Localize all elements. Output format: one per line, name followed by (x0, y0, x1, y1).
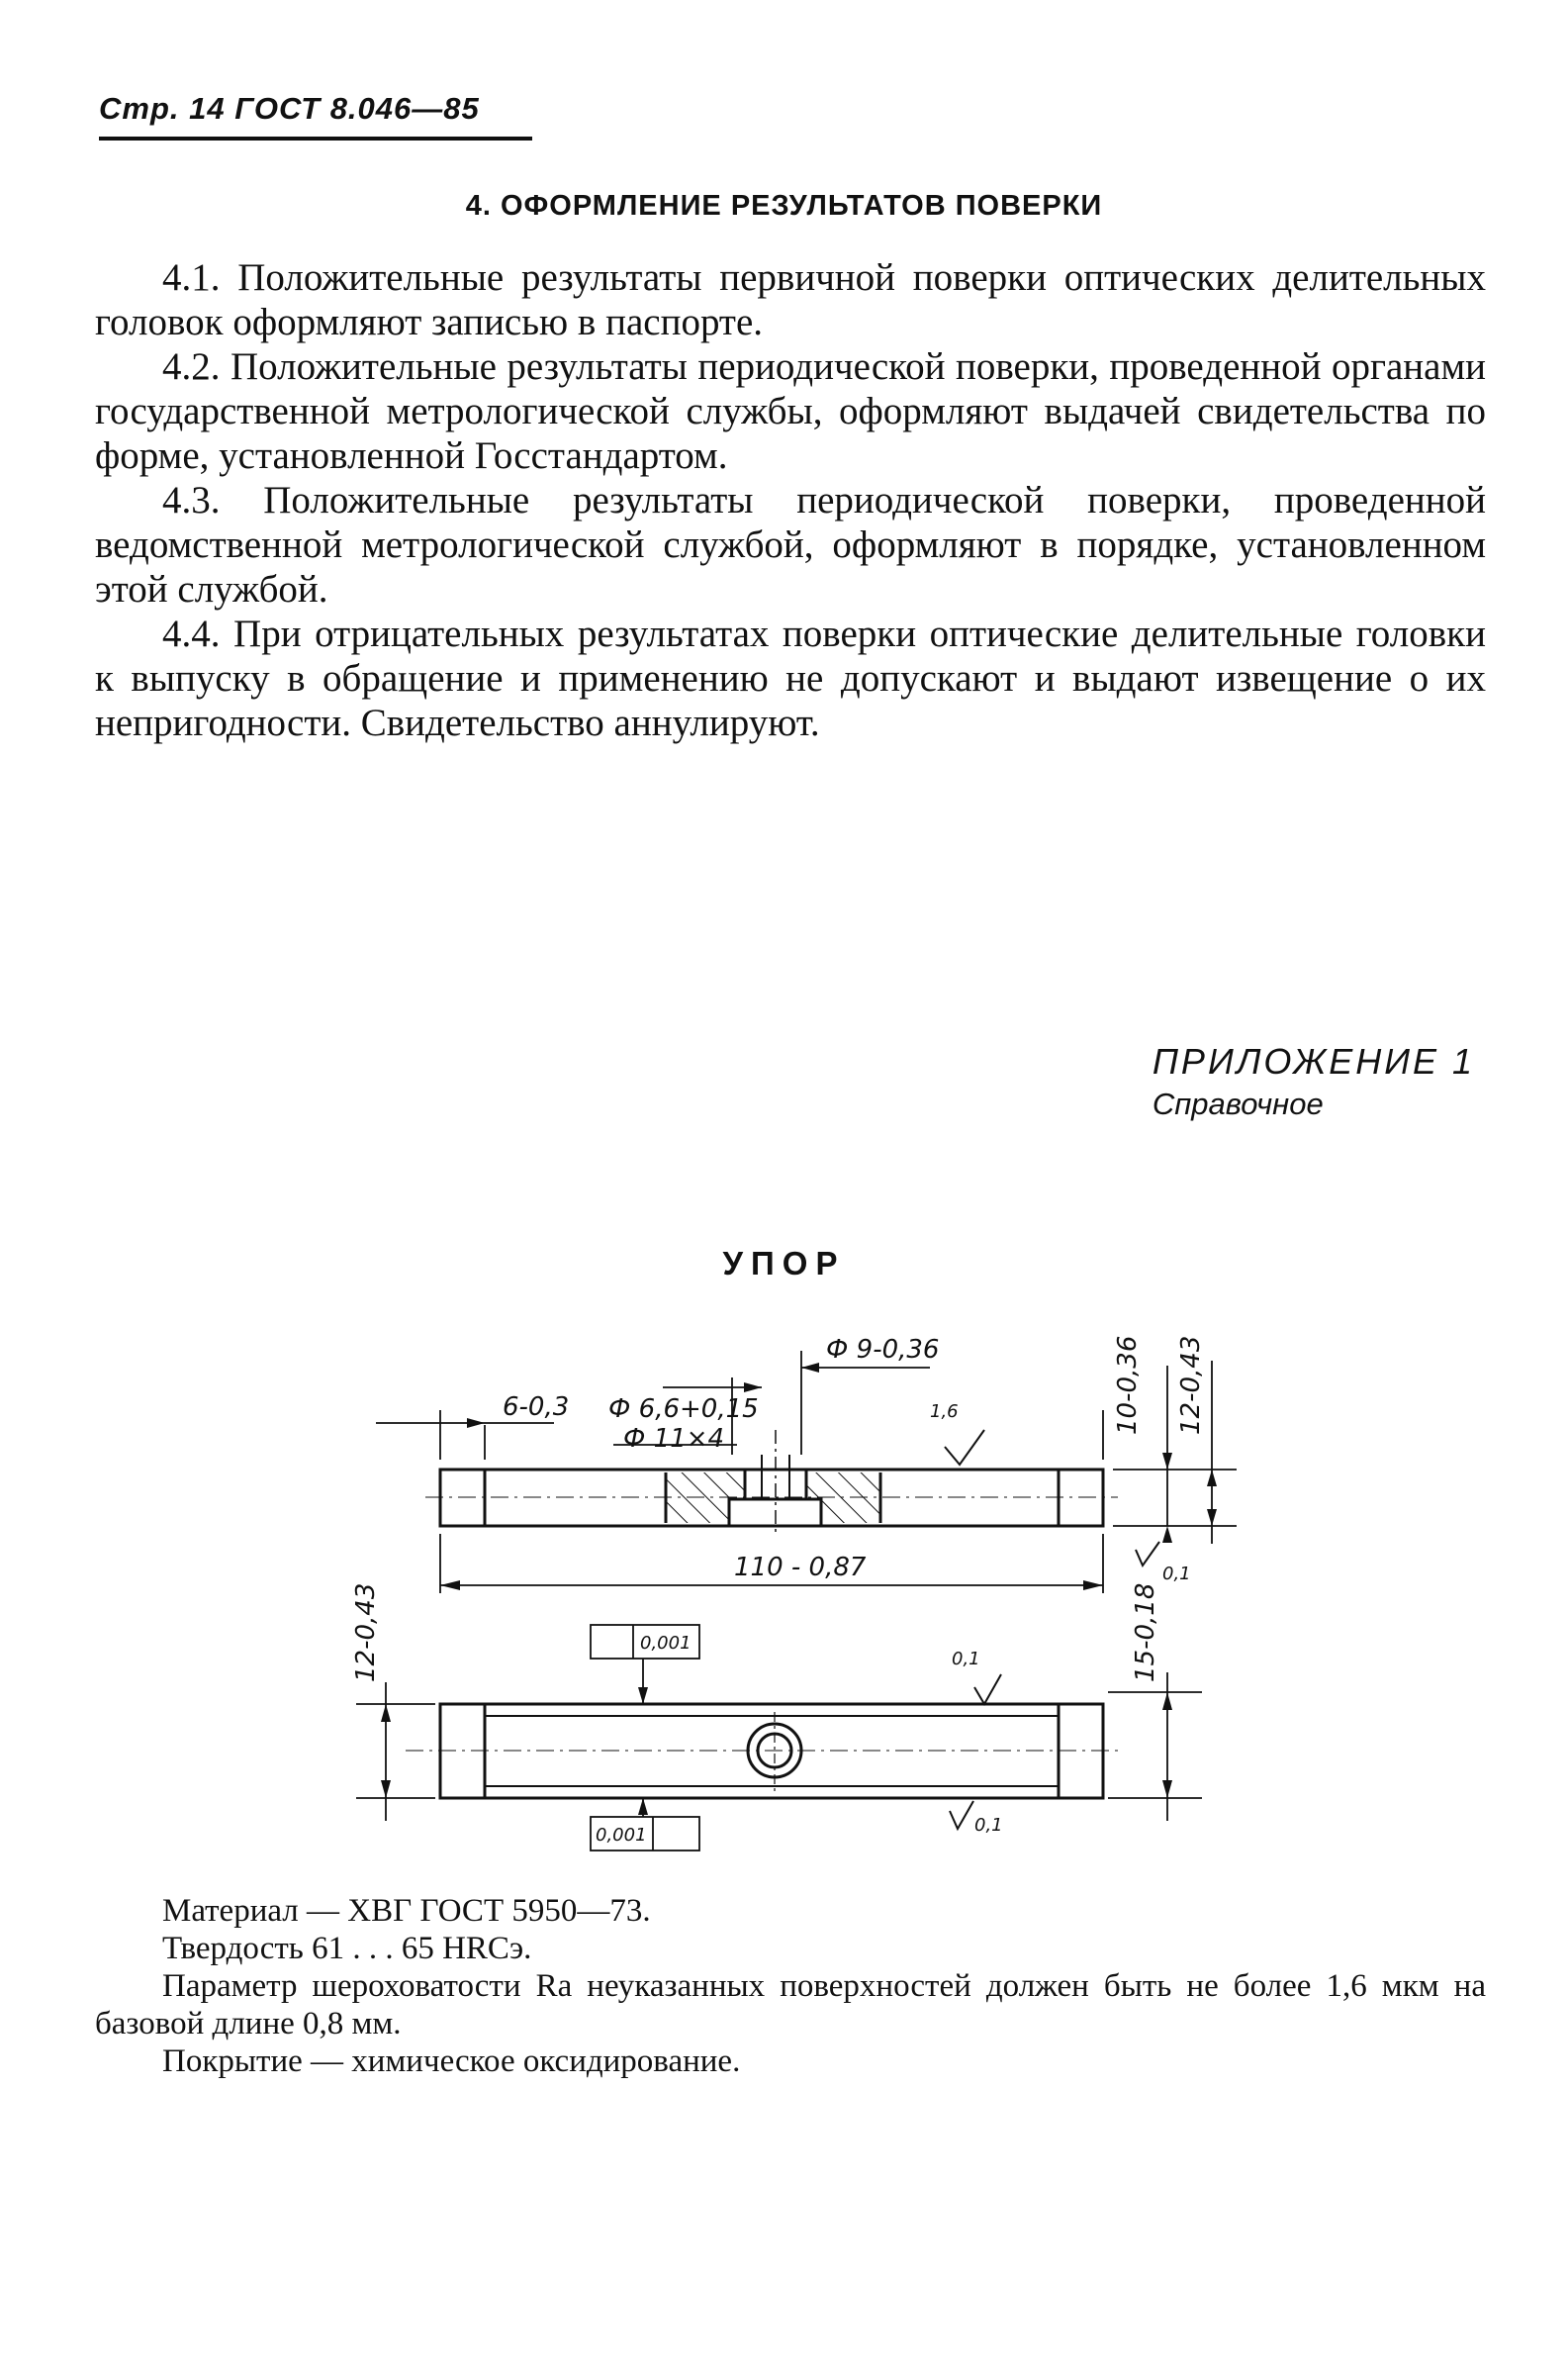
flatness-2: 0,001 (596, 1825, 647, 1846)
paragraph-4-4: 4.4. При отрицательных результатах поверки оптические делительные головки к выпуску в обращение и применению не допускают и выдают извещение о их непригодности. Свидетельство аннулируют. (95, 613, 1486, 744)
dim-h12: 12-0,43 (1176, 1335, 1206, 1435)
dim-h12b: 12-0,43 (351, 1582, 381, 1682)
dim-d66: Ф 6,6+0,15 (608, 1394, 759, 1424)
rough-16: 1,6 (930, 1401, 959, 1422)
appendix-heading (1153, 1041, 1475, 1122)
perp-01b: 0,1 (974, 1815, 1003, 1836)
dim-d11: Ф 11×4 (623, 1424, 725, 1454)
section-title: 4. ОФОРМЛЕНИЕ РЕЗУЛЬТАТОВ ПОВЕРКИ (465, 190, 1103, 222)
page-header: Стр. 14 ГОСТ 8.046—85 (99, 91, 532, 141)
note-coating: Покрытие — химическое оксидирование. (162, 2043, 741, 2079)
paragraph-4-1: 4.1. Положительные результаты первичной поверки оптических делительных головок оформляют записью в паспорте. (95, 256, 1486, 343)
dim-h10: 10-0,36 (1113, 1335, 1143, 1435)
figure-title: УПОР (722, 1245, 846, 1281)
appendix-title: ПРИЛОЖЕНИЕ 1 (1152, 1041, 1475, 1082)
technical-drawing (0, 1306, 1568, 1880)
dim-len110: 110 - 0,87 (734, 1553, 867, 1582)
note-roughness: Параметр шероховатости Ra неуказанных поверхностей должен быть не более 1,6 мкм на базовой длине 0,8 мм. (95, 1968, 1486, 2041)
perp-01: 0,1 (1162, 1564, 1191, 1584)
appendix-subtitle: Справочное (1152, 1087, 1324, 1121)
dim-b6: 6-0,3 (503, 1392, 570, 1422)
note-material: Материал — ХВГ ГОСТ 5950—73. (162, 1893, 651, 1929)
note-hardness: Твердость 61 . . . 65 HRCэ. (162, 1931, 532, 1966)
section-body (95, 255, 1486, 745)
paragraph-4-3: 4.3. Положительные результаты периодической поверки, проведенной ведомственной метрологической службой, оформляют в порядке, установленном этой службой. (95, 479, 1486, 611)
dim-d9: Ф 9-0,36 (826, 1335, 940, 1365)
paragraph-4-2: 4.2. Положительные результаты периодической поверки, проведенной органами государственной метрологической службы, оформляют выдачей свидетельства по форме, установленной Госстандартом. (95, 345, 1486, 477)
dim-h15: 15-0,18 (1131, 1582, 1160, 1682)
rough-01: 0,1 (952, 1649, 980, 1669)
flatness-1: 0,001 (640, 1633, 692, 1654)
drawing-notes (95, 1892, 1486, 2080)
